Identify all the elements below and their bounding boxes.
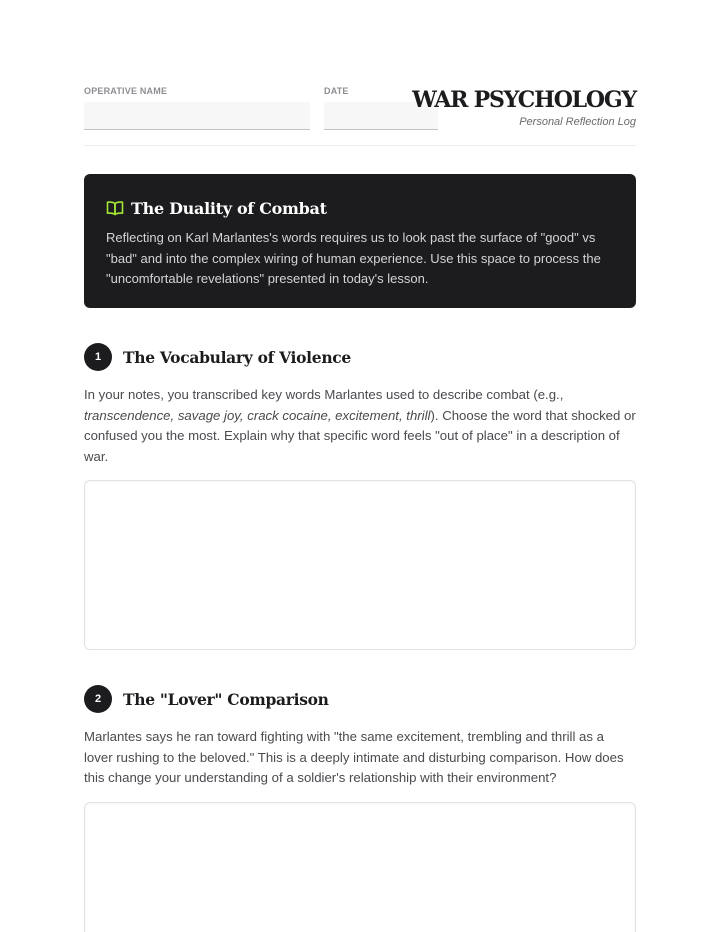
- question-prompt-2: Marlantes says he ran toward fighting with "the same excitement, trembling and thrill as a lover rushing to the beloved." This is a deeply intimate and disturbing comparison. How does this change your understanding of a soldier's relationship with their environment?: [84, 729, 624, 785]
- operative-name-field-group: [84, 84, 310, 130]
- book-open-icon: [106, 200, 124, 216]
- operative-name-label: OPERATIVE NAME: [84, 86, 168, 96]
- date-label: DATE: [324, 86, 349, 96]
- answer-textarea-2[interactable]: [84, 802, 636, 932]
- question-number-badge-1: 1: [84, 343, 112, 371]
- question-title-1: The Vocabulary of Violence: [123, 347, 351, 367]
- intro-card: [84, 174, 636, 308]
- question-prompt-1-lead: In your notes, you transcribed key words Marlantes used to describe combat (e.g.,: [84, 387, 564, 402]
- question-prompt-1-tail: ). Choose the word that shocked or confused you the most. Explain why that specific word feels "out of place" in a description of war.: [84, 407, 636, 464]
- worksheet-page: [84, 0, 636, 932]
- brand-block: [412, 86, 636, 129]
- worksheet-header: [84, 84, 636, 146]
- question-section-1: [84, 343, 636, 467]
- intro-header: [106, 198, 614, 218]
- page-subtitle: Personal Reflection Log: [519, 116, 636, 128]
- page-title: WAR PSYCHOLOGY: [412, 87, 636, 113]
- question-header-2: [84, 685, 636, 713]
- operative-name-input[interactable]: [84, 102, 310, 130]
- answer-textarea-1[interactable]: [84, 480, 636, 650]
- question-header-1: [84, 343, 636, 371]
- question-prompt-1-keywords: transcendence, savage joy, crack cocaine, excitement, thrill: [84, 407, 431, 423]
- question-prompt-1: [84, 385, 636, 467]
- question-number-badge-2: 2: [84, 685, 112, 713]
- question-section-2: [84, 685, 636, 789]
- question-title-2: The "Lover" Comparison: [123, 689, 329, 709]
- intro-text: Reflecting on Karl Marlantes's words requires us to look past the surface of "good" vs "bad" and into the complex wiring of human experience. Use this space to process the "uncomfortable revelations" presented in today's lesson.: [106, 230, 601, 286]
- intro-title: The Duality of Combat: [131, 198, 327, 218]
